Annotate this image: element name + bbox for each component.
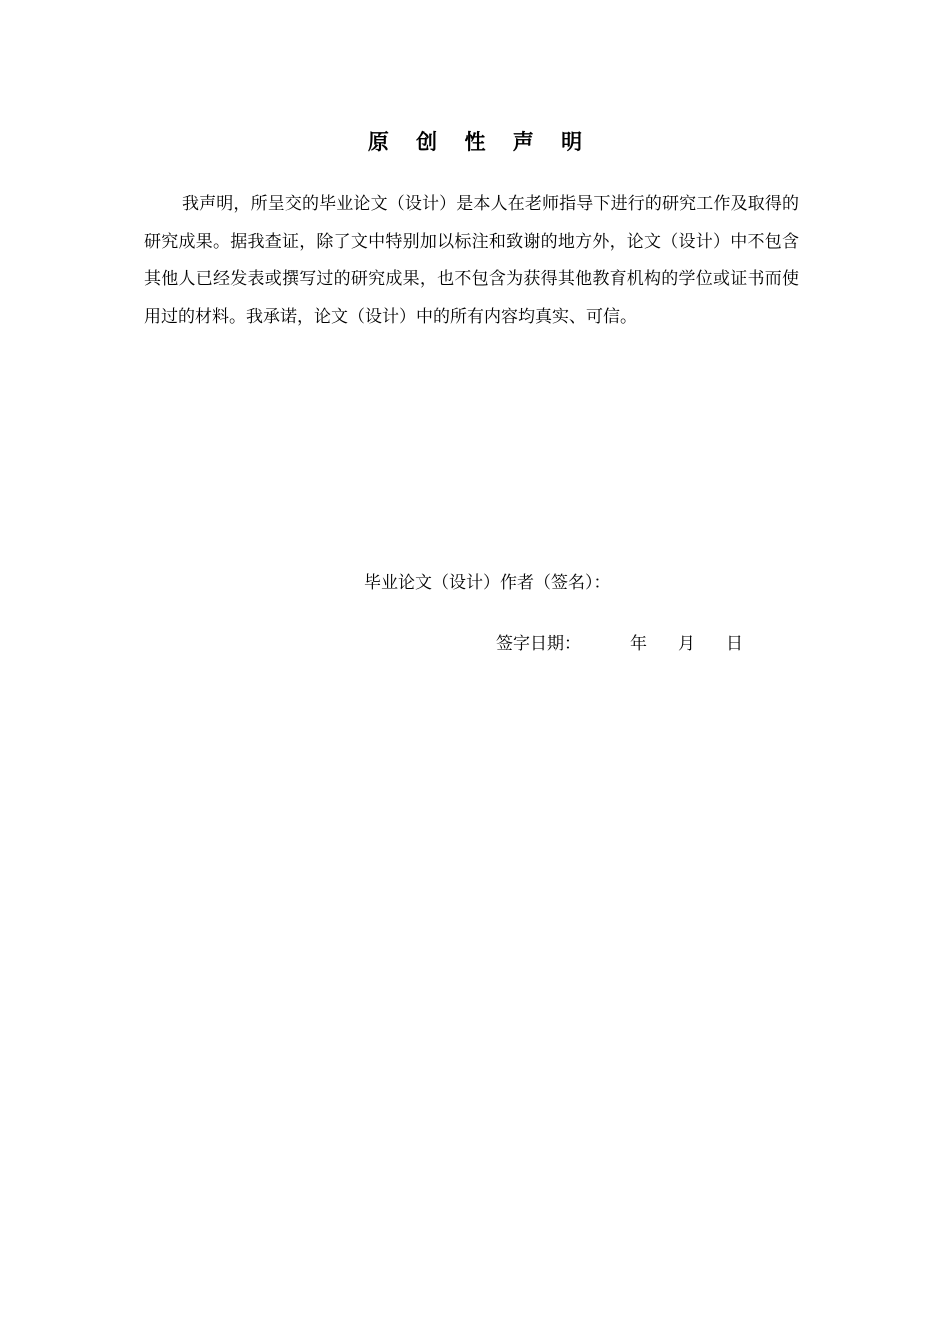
date-label: 签字日期： [496, 634, 581, 654]
date-day: 日 [726, 634, 743, 654]
author-signature-line: 毕业论文（设计）作者（签名）： [364, 573, 611, 593]
date-month: 月 [678, 634, 695, 654]
page-title: 原 创 性 声 明 [367, 130, 593, 154]
declaration-paragraph: 我声明，所呈交的毕业论文（设计）是本人在老师指导下进行的研究工作及取得的研究成果。据我查证，除了文中特别加以标注和致谢的地方外，论文（设计）中不包含其他人已经发表或撰写过的研究成果，也不包含为获得其他教育机构的学位或证书而使用过的材料。我承诺，论文（设计）中的所有内容均真实、可信。 [144, 194, 799, 327]
date-year: 年 [630, 634, 647, 654]
signature-date-line [496, 629, 743, 659]
